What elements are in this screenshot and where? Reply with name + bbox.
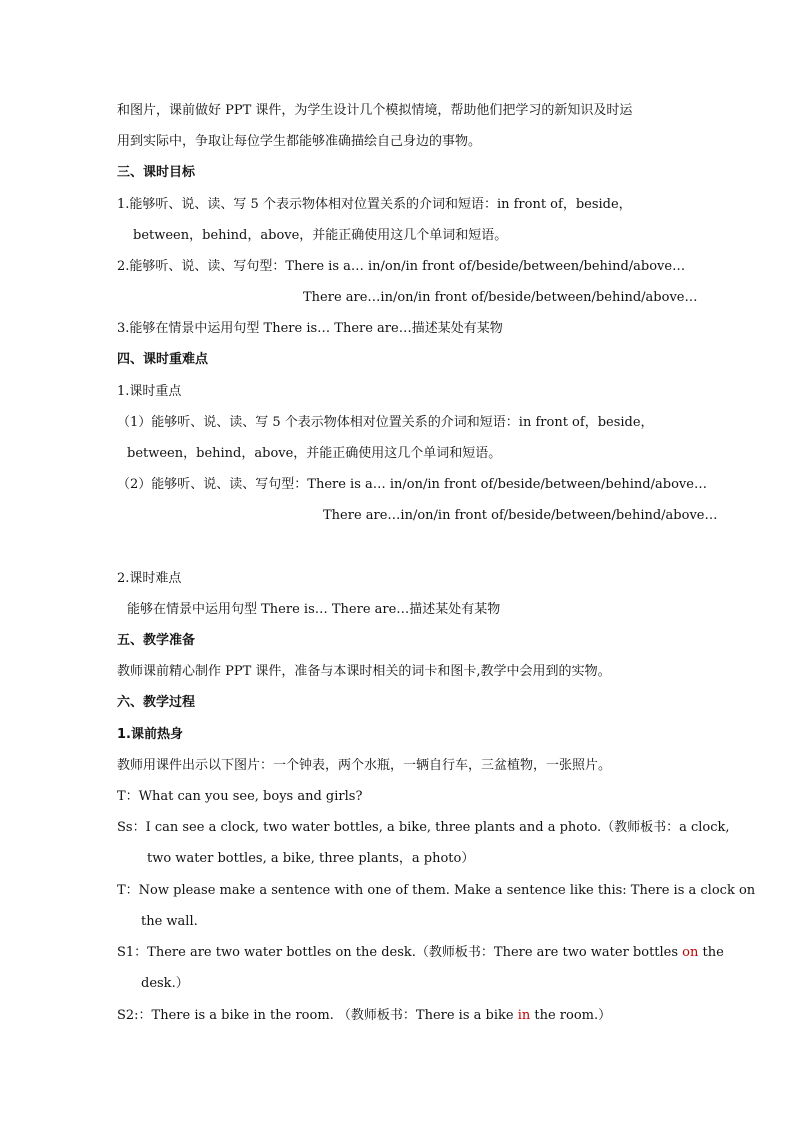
section-heading: 五、教学准备: [117, 633, 196, 648]
paragraph-line: 用到实际中，争取让每位学生都能够准确描绘自己身边的事物。: [117, 134, 482, 149]
key-point-item-continued: between，behind，above，并能正确使用这几个单词和短语。: [127, 446, 502, 461]
subsection-title: 2.课时难点: [117, 571, 182, 586]
section-heading: 三、课时目标: [117, 165, 196, 180]
paragraph-line: 教师课前精心制作 PPT 课件，准备与本课时相关的词卡和图卡,教学中会用到的实物。: [117, 664, 611, 679]
dialogue-line: [117, 1007, 794, 1025]
objective-item: 3.能够在情景中运用句型 There is… There are…描述某处有某物: [117, 321, 503, 336]
paragraph-line: 教师用课件出示以下图片：一个钟表，两个水瓶，一辆自行车，三盆植物，一张照片。: [117, 758, 612, 773]
dialogue-line: Ss：I can see a clock, two water bottles, a bike, three plants and a photo.（教师板书：a clock,: [117, 820, 730, 835]
dialogue-line: [117, 944, 794, 962]
dialogue-line-continued: desk.）: [141, 976, 189, 991]
dialogue-line-continued: the wall.: [141, 914, 198, 929]
section-heading: 四、课时重难点: [117, 352, 209, 367]
dialogue-line: T：Now please make a sentence with one of them. Make a sentence like this: There is a clock on: [117, 883, 756, 898]
objective-item: 1.能够听、说、读、写 5 个表示物体相对位置关系的介词和短语：in front of，beside，: [117, 197, 632, 212]
dialogue-text: S1：There are two water bottles on the desk.（教师板书：There are two water bottles: [117, 945, 683, 960]
key-point-item: （1）能够听、说、读、写 5 个表示物体相对位置关系的介词和短语：in front of，beside，: [117, 415, 654, 430]
objective-item: 2.能够听、说、读、写句型：There is a… in/on/in front of/beside/between/behind/above…: [117, 259, 686, 274]
objective-item-continued: between，behind，above，并能正确使用这几个单词和短语。: [133, 228, 508, 243]
step-heading: 1.课前热身: [117, 727, 183, 742]
dialogue-text: the room.）: [530, 1008, 612, 1023]
dialogue-line: T：What can you see, boys and girls?: [117, 789, 363, 804]
subsection-title: 1.课时重点: [117, 384, 182, 399]
key-point-item: （2）能够听、说、读、写句型：There is a… in/on/in front of/beside/between/behind/above…: [117, 477, 707, 492]
dialogue-text: S2:：There is a bike in the room. （教师板书：There is a bike: [117, 1008, 518, 1023]
highlighted-preposition: in: [517, 1008, 531, 1023]
dialogue-text: the: [698, 945, 724, 960]
key-point-item-continued: There are…in/on/in front of/beside/between/behind/above…: [323, 508, 718, 523]
paragraph-line: 和图片，课前做好 PPT 课件，为学生设计几个模拟情境，帮助他们把学习的新知识及时运: [117, 103, 633, 118]
highlighted-preposition: on: [682, 945, 699, 960]
difficulty-item: 能够在情景中运用句型 There is… There are…描述某处有某物: [127, 602, 501, 617]
objective-item-continued: There are…in/on/in front of/beside/between/behind/above…: [303, 290, 698, 305]
section-heading: 六、教学过程: [117, 695, 196, 710]
dialogue-line-continued: two water bottles, a bike, three plants，a photo）: [147, 851, 475, 866]
